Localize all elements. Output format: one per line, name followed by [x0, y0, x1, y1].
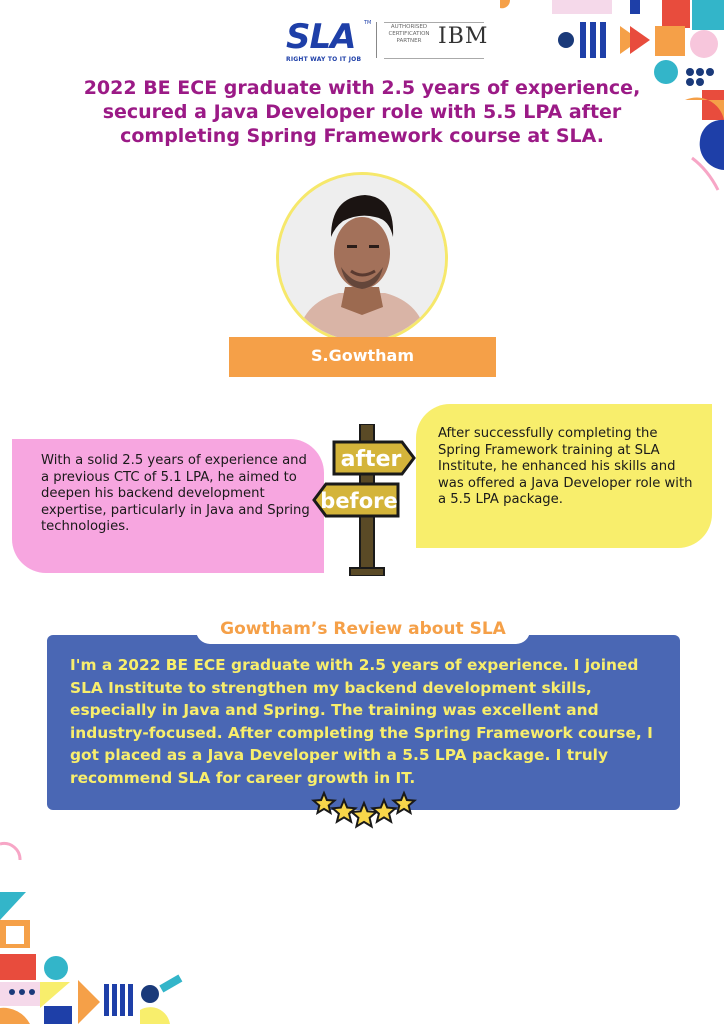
- page-headline: [70, 76, 654, 148]
- star-rating: [310, 784, 418, 836]
- star-icon: [333, 800, 356, 822]
- trademark-mark: TM: [364, 20, 372, 26]
- partner-label: AUTHORISED CERTIFICATION PARTNER: [388, 24, 430, 44]
- after-sign-label: after: [340, 447, 402, 472]
- sla-logo-text: SLA: [286, 17, 356, 57]
- sla-logo-tagline: RIGHT WAY TO IT JOB: [286, 56, 362, 63]
- review-text: I'm a 2022 BE ECE graduate with 2.5 years of experience. I joined SLA Institute to strengthen my backend development skills, especially in Java and Spring. The training was excellent and industry-focused. After completing the Spring Framework course, I got placed as a Java Developer with a 5.5 LPA package. I truly recommend SLA for career growth in IT.: [70, 656, 653, 787]
- star-icon: [373, 800, 396, 822]
- before-sign-label: before: [320, 489, 398, 513]
- sla-logo: [286, 17, 376, 68]
- star-icon: [394, 793, 415, 813]
- signpost-icon: [312, 424, 416, 576]
- decorative-pattern-bottom-left: [0, 830, 200, 1024]
- profile-photo: [276, 172, 448, 344]
- logo-divider: [376, 22, 377, 58]
- headline-line-2: secured a Java Developer role with 5.5 LPA after: [102, 101, 622, 123]
- after-description: After successfully completing the Spring Framework training at SLA Institute, he enhanced his skills and was offered a Java Developer role with a 5.5 LPA package.: [438, 426, 693, 508]
- star-icon: [352, 803, 377, 827]
- headline-line-1: 2022 BE ECE graduate with 2.5 years of experience,: [83, 77, 641, 99]
- before-card: [12, 439, 324, 573]
- student-name: S.Gowtham: [310, 346, 414, 365]
- after-card: [416, 404, 712, 548]
- partner-rule-top: [384, 22, 484, 23]
- ibm-logo: IBM: [438, 24, 489, 49]
- review-title: Gowtham’s Review about SLA: [220, 619, 506, 639]
- name-banner: [229, 337, 496, 377]
- before-description: With a solid 2.5 years of experience and a previous CTC of 5.1 LPA, he aimed to deepen his backend development expertise, particularly in Java and Spring technologies.: [41, 453, 310, 535]
- star-icon: [314, 793, 335, 813]
- partner-rule-bottom: [384, 58, 484, 59]
- headline-line-3: completing Spring Framework course at SLA.: [120, 125, 604, 147]
- person-portrait-icon: [279, 175, 445, 341]
